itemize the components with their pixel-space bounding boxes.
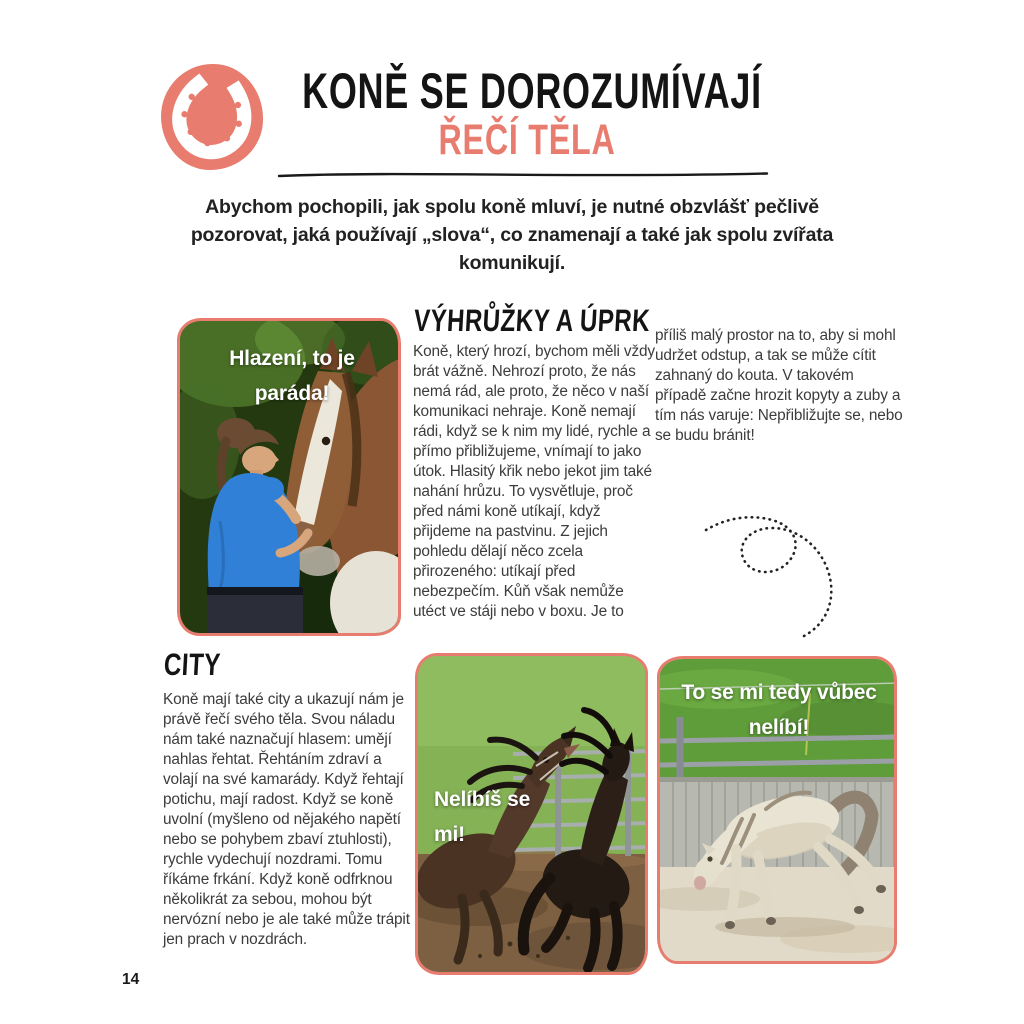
feelings-text: Koně mají také city a ukazují nám je právě řečí svého těla. Svou náladu nám také naznačují hlasem: umějí nahlas řehtat. Řehtáním zdraví a volají na své kamarády. Když řehtají potichu, mají radost. Když se koně uvolní (myšleno od nějakého napětí nebo se pohybem zbaví ztuhlosti), rychle vydechují nozdrami. Tomu říkáme frkání. Když koně odfrknou několikrát za sebou, mohou být nervózní nebo je ale také může trápit jen prach v nozdrách.: [163, 691, 410, 948]
page-number: 14: [122, 971, 140, 988]
photo-two-horses-fighting: [415, 653, 648, 975]
dotted-swirl-decoration: [698, 502, 866, 644]
page-subtitle: ŘEČÍ TĚLA: [438, 116, 616, 164]
photo-caption-refusing: To se mi tedy vůbec nelíbí!: [681, 681, 877, 740]
section-heading-feelings: CITY: [163, 647, 222, 682]
section-heading-threats: VÝHRŮŽKY A ÚPRK: [413, 303, 651, 338]
photo-caption-petting: Hlazení, to je paráda!: [229, 347, 355, 406]
photo-white-horse-kicking: [657, 656, 897, 964]
title-divider-line: [277, 170, 769, 180]
photo-caption-fighting: Nelíbíš se mi!: [434, 788, 531, 847]
threats-text-column-2: příliš malý prostor na to, aby si mohl udržet odstup, a tak se může cítit zahnaný do kouta. V takovém případě začne hrozit kopyty a zuby a tím nás varuje: Nepřibližujte se, nebo se budu bránit!: [655, 327, 903, 444]
page-title: KONĚ SE DOROZUMÍVAJÍ: [302, 63, 762, 119]
intro-paragraph: Abychom pochopili, jak spolu koně mluví, je nutné obzvlášť pečlivě pozorovat, jaká používají „slova“, co znamenají a také jak spolu zvířata komunikují.: [190, 196, 834, 274]
photo-girl-petting-horse: [177, 318, 401, 636]
threats-text-column-1: Koně, který hrozí, bychom měli vždy brát vážně. Nehrozí proto, že nás nemá rád, ale proto, že něco v naší komunikaci nehraje. Koně nemají rádi, když se k nim my lidé, rychle a přímo přibližujeme, vnímají to jako útok. Hlasitý křik nebo jekot jim také nahání hrůzu. To vysvětluje, proč před námi koně utíkají, když přijdeme na pastvinu. Z jejich pohledu dělají něco zcela přirozeného: utíkají před nebezpečím. Kůň však nemůže utéct ve stáji nebo v boxu. Je to: [413, 343, 655, 620]
horseshoe-icon: [161, 64, 263, 170]
